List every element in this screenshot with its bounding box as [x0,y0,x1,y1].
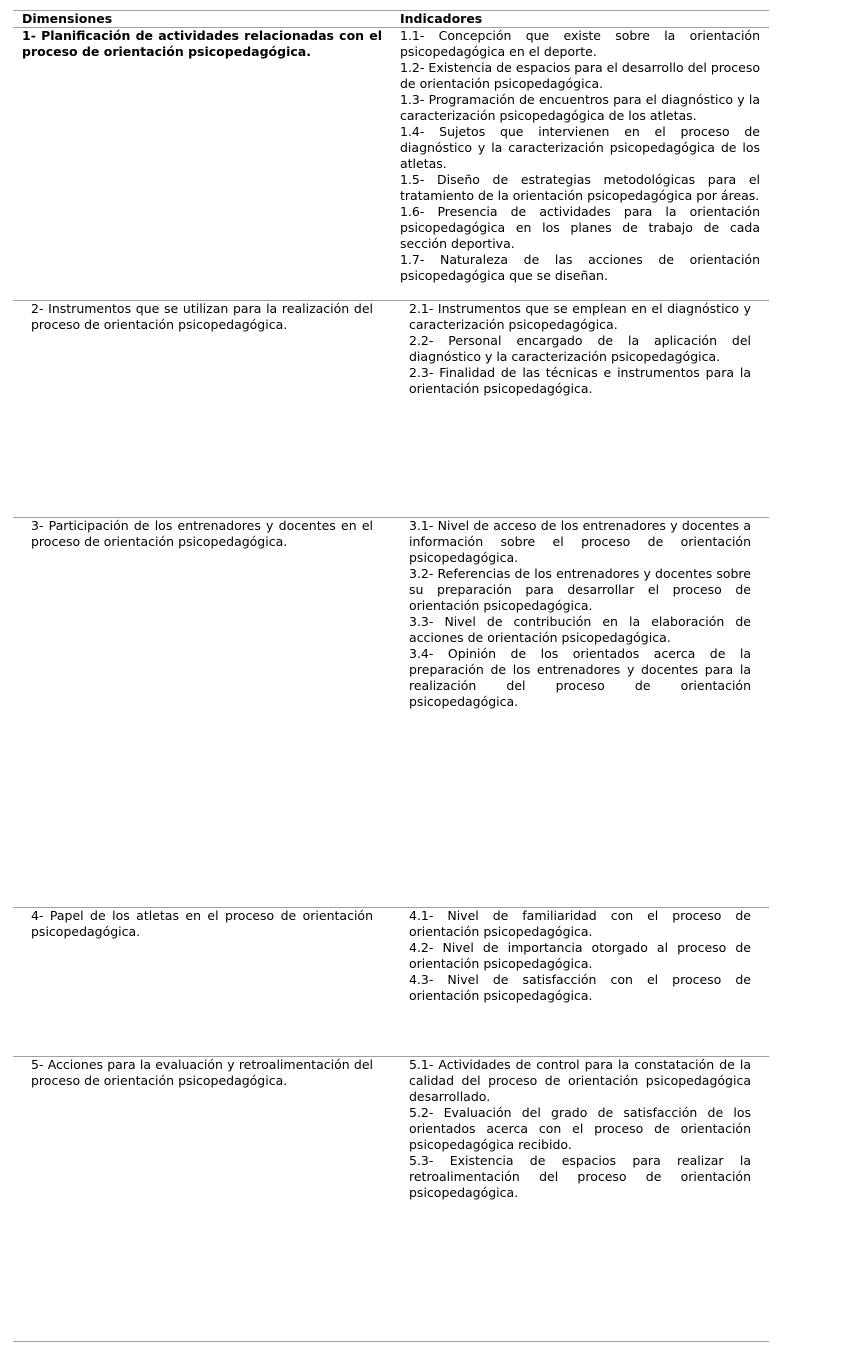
dimension-cell: 3- Participación de los entrenadores y docentes en el proceso de orientación psicopedagógica. [31,518,373,549]
indicator-item: 5.1- Actividades de control para la constatación de la calidad del proceso de orientación psicopedagógica desarrollado. [409,1057,751,1104]
indicator-item: 2.1- Instrumentos que se emplean en el diagnóstico y caracterización psicopedagógica. [409,301,751,332]
indicator-item: 5.2- Evaluación del grado de satisfacción de los orientados acerca con el proceso de orientación psicopedagógica recibido. [409,1105,751,1152]
indicator-item: 4.1- Nivel de familiaridad con el proceso de orientación psicopedagógica. [409,908,751,939]
indicator-item: 3.1- Nivel de acceso de los entrenadores y docentes a información sobre el proceso de orientación psicopedagógica. [409,518,751,565]
indicator-item: 4.2- Nivel de importancia otorgado al proceso de orientación psicopedagógica. [409,940,751,971]
dimension-cell: 4- Papel de los atletas en el proceso de orientación psicopedagógica. [31,908,373,939]
indicator-item: 4.3- Nivel de satisfacción con el proceso de orientación psicopedagógica. [409,972,751,1003]
indicator-item: 2.2- Personal encargado de la aplicación del diagnóstico y la caracterización psicopedagógica. [409,333,751,364]
indicator-item: 3.4- Opinión de los orientados acerca de la preparación de los entrenadores y docentes para la realización del proceso de orientación psicopedagógica. [409,646,751,709]
indicator-item: 1.2- Existencia de espacios para el desarrollo del proceso de orientación psicopedagógica. [400,60,760,91]
dimension-cell: 5- Acciones para la evaluación y retroalimentación del proceso de orientación psicopedagógica. [31,1057,373,1088]
indicators-cell [409,301,751,397]
indicators-cell [409,518,751,710]
indicator-item: 2.3- Finalidad de las técnicas e instrumentos para la orientación psicopedagógica. [409,365,751,396]
table-bottom-rule [13,1341,769,1342]
indicator-item: 3.2- Referencias de los entrenadores y docentes sobre su preparación para desarrollar el proceso de orientación psicopedagógica. [409,566,751,613]
indicators-cell [400,28,760,284]
indicator-item: 1.5- Diseño de estrategias metodológicas para el tratamiento de la orientación psicopedagógica por áreas. [400,172,760,203]
indicator-item: 1.4- Sujetos que intervienen en el proceso de diagnóstico y la caracterización psicopedagógica de los atletas. [400,124,760,171]
dimensions-indicators-table [13,10,769,1342]
dimension-cell: 2- Instrumentos que se utilizan para la realización del proceso de orientación psicopedagógica. [31,301,373,332]
indicator-item: 1.1- Concepción que existe sobre la orientación psicopedagógica en el deporte. [400,28,760,59]
dimension-cell: 1- Planificación de actividades relacionadas con el proceso de orientación psicopedagógica. [22,28,382,59]
indicator-item: 5.3- Existencia de espacios para realizar la retroalimentación del proceso de orientación psicopedagógica. [409,1153,751,1200]
indicator-item: 1.7- Naturaleza de las acciones de orientación psicopedagógica que se diseñan. [400,252,760,283]
header-dimensiones: Dimensiones [22,11,113,26]
table-top-rule [13,10,769,11]
indicator-item: 3.3- Nivel de contribución en la elaboración de acciones de orientación psicopedagógica. [409,614,751,645]
header-indicadores: Indicadores [400,11,483,26]
indicators-cell [409,908,751,1004]
indicators-cell [409,1057,751,1201]
indicator-item: 1.6- Presencia de actividades para la orientación psicopedagógica en los planes de trabajo de cada sección deportiva. [400,204,760,251]
indicator-item: 1.3- Programación de encuentros para el diagnóstico y la caracterización psicopedagógica de los atletas. [400,92,760,123]
